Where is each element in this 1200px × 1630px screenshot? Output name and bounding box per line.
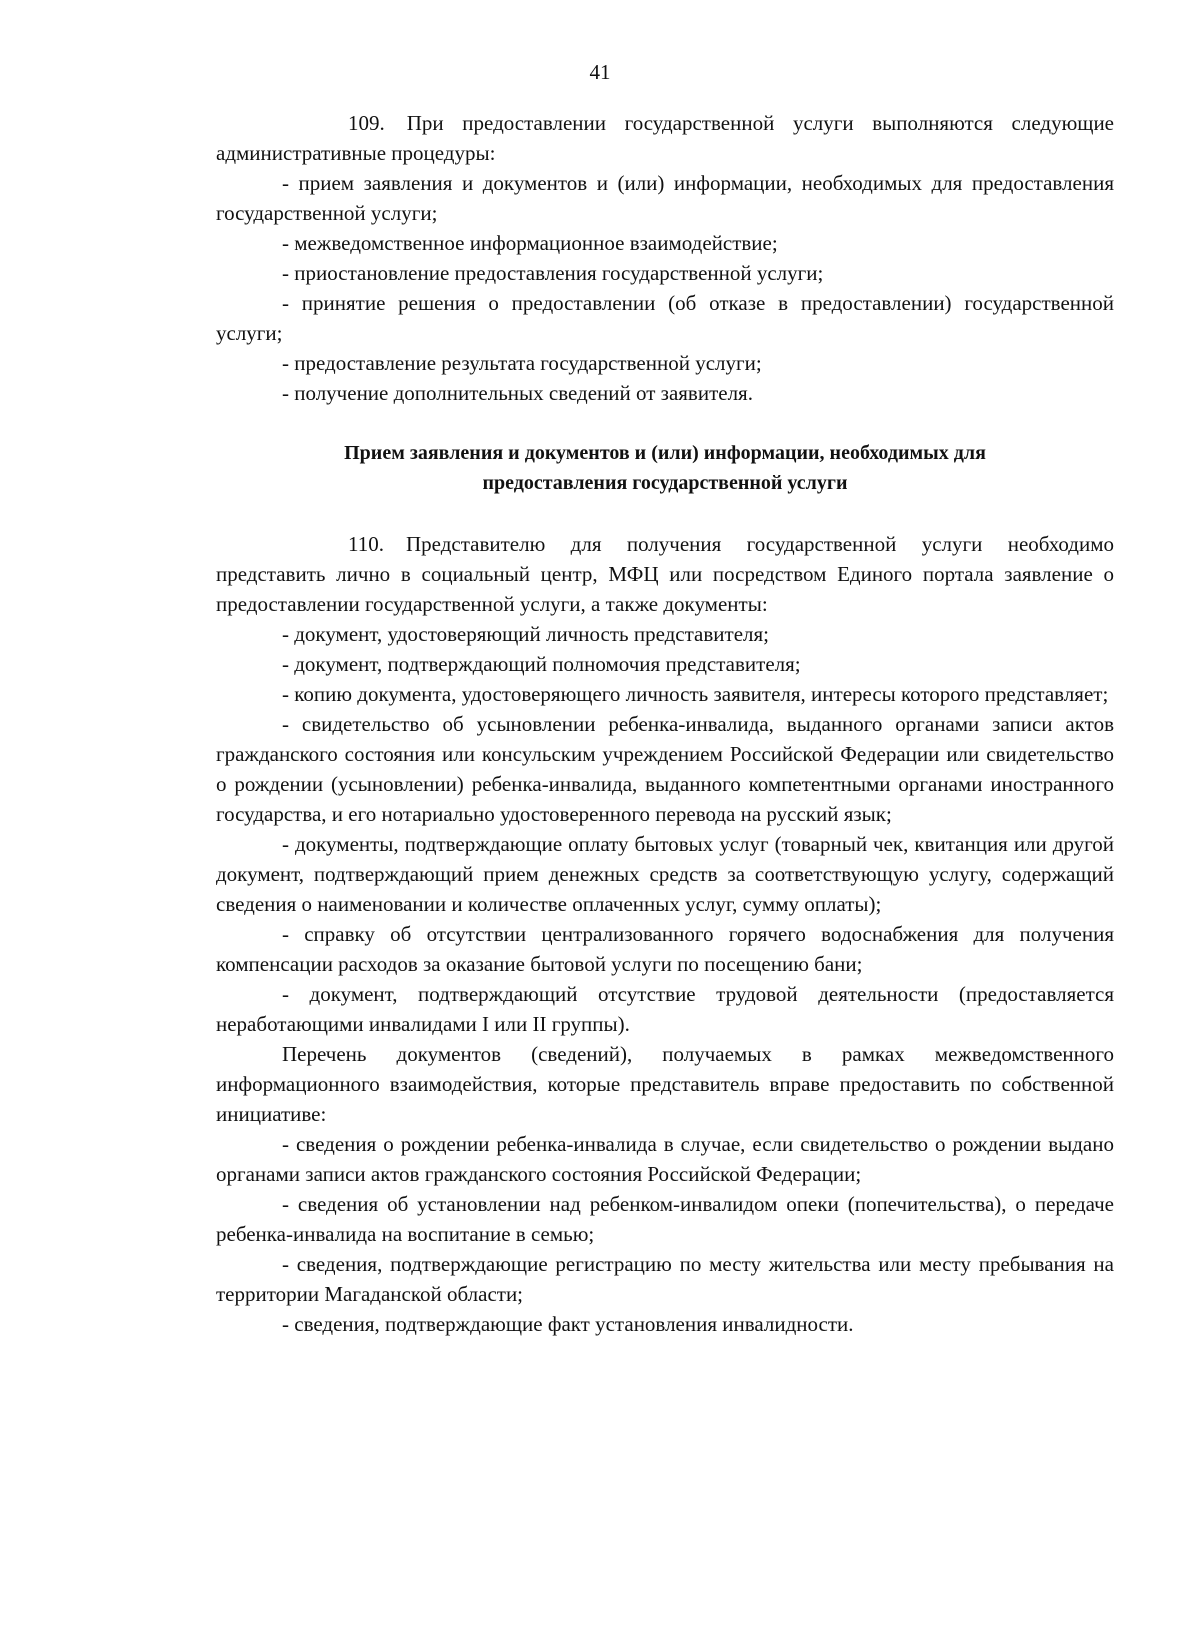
section-heading-line: предоставления государственной услуги — [482, 472, 848, 494]
page-number: 41 — [589, 60, 611, 84]
list-item: - документ, подтверждающий отсутствие трудовой деятельности (предоставляется неработающими инвалидами I или II группы). — [216, 982, 1114, 1036]
list-item: - свидетельство об усыновлении ребенка-инвалида, выданного органами записи актов гражданского состояния или консульским учреждением Российской Федерации или свидетельство о рождении (усыновлении) ребенка-инвалида, выданного компетентными органами иностранного государства, и его нотариально удостоверенного перевода на русский язык; — [216, 712, 1114, 826]
interagency-paragraph: Перечень документов (сведений), получаемых в рамках межведомственного информационного взаимодействия, которые представитель вправе предоставить по собственной инициативе: — [216, 1042, 1114, 1126]
list-item: - прием заявления и документов и (или) информации, необходимых для предоставления государственной услуги; — [216, 171, 1114, 225]
document-body — [216, 108, 1114, 1339]
list-item: - сведения об установлении над ребенком-инвалидом опеки (попечительства), о передаче ребенка-инвалида на воспитание в семью; — [216, 1192, 1114, 1246]
list-item: - сведения, подтверждающие факт установления инвалидности. — [282, 1312, 854, 1336]
list-item: - документ, подтверждающий полномочия представителя; — [282, 652, 801, 676]
list-item: - принятие решения о предоставлении (об отказе в предоставлении) государственной услуги; — [216, 291, 1114, 345]
list-item: - документы, подтверждающие оплату бытовых услуг (товарный чек, квитанция или другой документ, подтверждающий прием денежных средств за соответствующую услугу, содержащий сведения о наименовании и количестве оплаченных услуг, сумму оплаты); — [216, 832, 1114, 916]
list-item: - копию документа, удостоверяющего личность заявителя, интересы которого представляет; — [282, 682, 1109, 706]
list-item: - получение дополнительных сведений от заявителя. — [282, 381, 753, 405]
list-item: - предоставление результата государственной услуги; — [282, 351, 762, 375]
list-item: - сведения о рождении ребенка-инвалида в случае, если свидетельство о рождении выдано органами записи актов гражданского состояния Российской Федерации; — [216, 1132, 1114, 1186]
paragraph-text: Представителю для получения государственной услуги необходимо представить лично в социальный центр, МФЦ или посредством Единого портала заявление о предоставлении государственной услуги, а также документы: — [216, 532, 1114, 616]
list-item: - приостановление предоставления государственной услуги; — [282, 261, 824, 285]
paragraph-109 — [216, 108, 1114, 168]
paragraph-number: 109. — [348, 111, 385, 135]
section-heading-line: Прием заявления и документов и (или) информации, необходимых для — [344, 442, 986, 464]
list-item: - межведомственное информационное взаимодействие; — [282, 231, 778, 255]
list-item: - справку об отсутствии централизованного горячего водоснабжения для получения компенсации расходов за оказание бытовой услуги по посещению бани; — [216, 922, 1114, 976]
paragraph-number: 110. — [348, 532, 384, 556]
paragraph-text: При предоставлении государственной услуги выполняются следующие административные процедуры: — [216, 111, 1114, 165]
list-item: - документ, удостоверяющий личность представителя; — [282, 622, 769, 646]
section-heading — [216, 438, 1114, 498]
list-item: - сведения, подтверждающие регистрацию по месту жительства или месту пребывания на территории Магаданской области; — [216, 1252, 1114, 1306]
paragraph-110 — [216, 529, 1114, 619]
